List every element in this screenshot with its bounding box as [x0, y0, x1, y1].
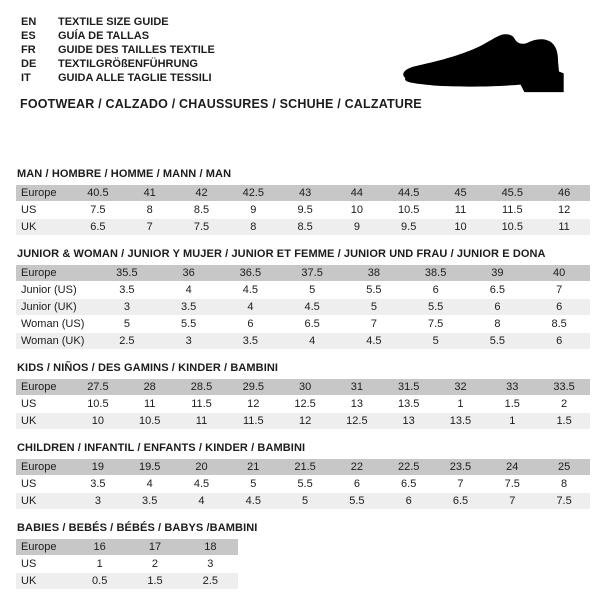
row-label: Junior (UK)	[16, 299, 96, 316]
size-cell: 7.5	[405, 316, 467, 333]
size-cell: 7	[124, 219, 176, 236]
size-table	[16, 185, 590, 236]
size-cell: 6	[467, 299, 529, 316]
size-cell: 21.5	[279, 459, 331, 476]
size-cell: 10.5	[486, 219, 538, 236]
category-title: FOOTWEAR / CALZADO / CHAUSSURES / SCHUHE / CALZATURE	[20, 97, 422, 111]
size-cell: 12.5	[331, 413, 383, 430]
size-cell: 36.5	[220, 265, 282, 282]
size-cell: 4.5	[176, 476, 228, 493]
language-label: GUIDA ALLE TAGLIE TESSILI	[58, 72, 212, 84]
size-cell: 4	[281, 333, 343, 350]
size-cell: 9.5	[383, 219, 435, 236]
size-cell: 38.5	[405, 265, 467, 282]
size-cell: 22	[331, 459, 383, 476]
size-cell: 11.5	[227, 413, 279, 430]
size-table-junior-woman	[16, 248, 590, 350]
size-cell: 6	[383, 493, 435, 510]
size-cell: 1.5	[486, 396, 538, 413]
size-cell: 22.5	[383, 459, 435, 476]
size-cell: 7.5	[486, 476, 538, 493]
row-label: Europe	[16, 379, 72, 396]
size-cell: 45.5	[486, 185, 538, 202]
size-cell: 7	[486, 493, 538, 510]
table-row	[16, 459, 590, 476]
size-table	[16, 265, 590, 350]
size-cell: 6	[405, 282, 467, 299]
table-title: CHILDREN / INFANTIL / ENFANTS / KINDER / BAMBINI	[17, 442, 306, 454]
row-label: UK	[16, 219, 72, 236]
size-cell: 9	[331, 219, 383, 236]
language-code: FR	[21, 44, 36, 56]
size-cell: 24	[486, 459, 538, 476]
size-cell: 9.5	[279, 202, 331, 219]
size-cell: 19	[72, 459, 124, 476]
size-cell: 6.5	[383, 476, 435, 493]
size-cell: 30	[279, 379, 331, 396]
size-cell: 6.5	[467, 282, 529, 299]
size-cell: 25	[538, 459, 590, 476]
size-cell: 40.5	[72, 185, 124, 202]
size-cell: 2	[538, 396, 590, 413]
size-table	[16, 539, 238, 590]
size-cell: 7.5	[72, 202, 124, 219]
size-cell: 13	[383, 413, 435, 430]
size-cell: 3	[96, 299, 158, 316]
size-cell: 10.5	[124, 413, 176, 430]
size-cell: 19.5	[124, 459, 176, 476]
size-cell: 8	[538, 476, 590, 493]
size-cell: 5.5	[467, 333, 529, 350]
table-row	[16, 396, 590, 413]
size-cell: 38	[343, 265, 405, 282]
size-cell: 6.5	[435, 493, 487, 510]
row-label: Europe	[16, 539, 72, 556]
size-cell: 3	[183, 556, 238, 573]
size-cell: 20	[176, 459, 228, 476]
size-cell: 35.5	[96, 265, 158, 282]
size-cell: 29.5	[227, 379, 279, 396]
table-row	[16, 476, 590, 493]
size-cell: 16	[72, 539, 127, 556]
size-cell: 39	[467, 265, 529, 282]
size-cell: 1	[435, 396, 487, 413]
size-cell: 10.5	[383, 202, 435, 219]
row-label: Europe	[16, 185, 72, 202]
row-label: UK	[16, 573, 72, 590]
table-row	[16, 539, 238, 556]
table-title: JUNIOR & WOMAN / JUNIOR Y MUJER / JUNIOR ET FEMME / JUNIOR UND FRAU / JUNIOR E DONA	[17, 248, 546, 260]
size-cell: 5	[227, 476, 279, 493]
language-label: TEXTILE SIZE GUIDE	[58, 16, 169, 28]
size-cell: 7	[435, 476, 487, 493]
size-cell: 44.5	[383, 185, 435, 202]
table-title: BABIES / BEBÉS / BÉBÉS / BABYS /BAMBINI	[17, 522, 258, 534]
size-cell: 11	[538, 219, 590, 236]
language-code: ES	[21, 30, 36, 42]
table-row	[16, 379, 590, 396]
size-cell: 43	[279, 185, 331, 202]
row-label: Woman (UK)	[16, 333, 96, 350]
size-cell: 5	[281, 282, 343, 299]
table-row	[16, 316, 590, 333]
table-row	[16, 282, 590, 299]
size-cell: 4.5	[227, 493, 279, 510]
size-cell: 5	[343, 299, 405, 316]
size-cell: 33	[486, 379, 538, 396]
language-label: GUÍA DE TALLAS	[58, 30, 150, 42]
language-code: DE	[21, 58, 37, 70]
row-label: Junior (US)	[16, 282, 96, 299]
size-cell: 13.5	[435, 413, 487, 430]
size-cell: 17	[127, 539, 182, 556]
size-cell: 4.5	[343, 333, 405, 350]
size-cell: 12	[227, 396, 279, 413]
size-table-babies	[16, 522, 590, 590]
size-cell: 0.5	[72, 573, 127, 590]
size-cell: 36	[158, 265, 220, 282]
size-cell: 5.5	[405, 299, 467, 316]
table-row	[16, 493, 590, 510]
table-title: MAN / HOMBRE / HOMME / MANN / MAN	[17, 168, 232, 180]
row-label: Europe	[16, 459, 72, 476]
size-table-man	[16, 168, 590, 236]
table-row	[16, 573, 238, 590]
size-cell: 1	[72, 556, 127, 573]
size-cell: 7.5	[538, 493, 590, 510]
language-code: EN	[21, 16, 37, 28]
size-cell: 28	[124, 379, 176, 396]
size-cell: 5	[405, 333, 467, 350]
size-cell: 5.5	[279, 476, 331, 493]
row-label: US	[16, 556, 72, 573]
table-row	[16, 299, 590, 316]
size-cell: 3	[72, 493, 124, 510]
size-cell: 10	[72, 413, 124, 430]
size-cell: 5.5	[158, 316, 220, 333]
size-cell: 8	[124, 202, 176, 219]
size-cell: 3	[158, 333, 220, 350]
size-cell: 4.5	[220, 282, 282, 299]
row-label: US	[16, 476, 72, 493]
size-cell: 8	[467, 316, 529, 333]
size-cell: 5.5	[343, 282, 405, 299]
size-cell: 33.5	[538, 379, 590, 396]
size-cell: 31	[331, 379, 383, 396]
size-cell: 7	[343, 316, 405, 333]
size-cell: 4	[124, 476, 176, 493]
size-cell: 5.5	[331, 493, 383, 510]
size-cell: 5	[279, 493, 331, 510]
size-cell: 11	[176, 413, 228, 430]
size-cell: 11	[435, 202, 487, 219]
size-cell: 42.5	[227, 185, 279, 202]
row-label: Woman (US)	[16, 316, 96, 333]
size-cell: 6.5	[281, 316, 343, 333]
size-cell: 9	[227, 202, 279, 219]
size-cell: 2.5	[96, 333, 158, 350]
language-item-en	[21, 15, 600, 29]
size-cell: 3.5	[124, 493, 176, 510]
size-cell: 4	[158, 282, 220, 299]
language-label: GUIDE DES TAILLES TEXTILE	[58, 44, 215, 56]
table-row	[16, 202, 590, 219]
size-cell: 8.5	[279, 219, 331, 236]
row-label: UK	[16, 493, 72, 510]
size-cell: 46	[538, 185, 590, 202]
table-row	[16, 219, 590, 236]
size-cell: 2.5	[183, 573, 238, 590]
size-cell: 11.5	[176, 396, 228, 413]
row-label: Europe	[16, 265, 96, 282]
size-cell: 13	[331, 396, 383, 413]
size-table-children	[16, 442, 590, 510]
size-cell: 37.5	[281, 265, 343, 282]
size-cell: 42	[176, 185, 228, 202]
size-cell: 1.5	[538, 413, 590, 430]
size-cell: 6	[220, 316, 282, 333]
size-cell: 8.5	[528, 316, 590, 333]
size-cell: 10.5	[72, 396, 124, 413]
size-cell: 28.5	[176, 379, 228, 396]
size-cell: 13.5	[383, 396, 435, 413]
size-cell: 45	[435, 185, 487, 202]
size-tables	[16, 168, 590, 590]
size-cell: 4.5	[281, 299, 343, 316]
size-table-kids	[16, 362, 590, 430]
row-label: US	[16, 202, 72, 219]
size-cell: 5	[96, 316, 158, 333]
size-cell: 8.5	[176, 202, 228, 219]
size-cell: 21	[227, 459, 279, 476]
size-cell: 23.5	[435, 459, 487, 476]
size-cell: 44	[331, 185, 383, 202]
language-label: TEXTILGRÖßENFÜHRUNG	[58, 58, 198, 70]
shoe-icon	[396, 28, 574, 100]
size-cell: 41	[124, 185, 176, 202]
size-cell: 7	[528, 282, 590, 299]
size-table	[16, 459, 590, 510]
size-cell: 18	[183, 539, 238, 556]
size-cell: 6	[528, 299, 590, 316]
table-row	[16, 333, 590, 350]
size-cell: 1	[486, 413, 538, 430]
size-cell: 10	[435, 219, 487, 236]
size-cell: 7.5	[176, 219, 228, 236]
row-label: US	[16, 396, 72, 413]
size-cell: 11	[124, 396, 176, 413]
size-cell: 3.5	[96, 282, 158, 299]
size-cell: 31.5	[383, 379, 435, 396]
size-cell: 3.5	[158, 299, 220, 316]
size-cell: 10	[331, 202, 383, 219]
size-cell: 1.5	[127, 573, 182, 590]
size-cell: 32	[435, 379, 487, 396]
size-cell: 8	[227, 219, 279, 236]
table-title: KIDS / NIÑOS / DES GAMINS / KINDER / BAMBINI	[17, 362, 279, 374]
size-cell: 4	[176, 493, 228, 510]
size-cell: 6	[331, 476, 383, 493]
row-label: UK	[16, 413, 72, 430]
size-cell: 11.5	[486, 202, 538, 219]
size-cell: 4	[220, 299, 282, 316]
size-cell: 2	[127, 556, 182, 573]
table-row	[16, 265, 590, 282]
size-cell: 3.5	[220, 333, 282, 350]
size-cell: 6	[528, 333, 590, 350]
size-cell: 12	[279, 413, 331, 430]
size-cell: 12.5	[279, 396, 331, 413]
table-row	[16, 413, 590, 430]
language-code: IT	[21, 72, 31, 84]
size-table	[16, 379, 590, 430]
size-cell: 12	[538, 202, 590, 219]
size-cell: 40	[528, 265, 590, 282]
size-cell: 3.5	[72, 476, 124, 493]
size-cell: 6.5	[72, 219, 124, 236]
size-cell: 27.5	[72, 379, 124, 396]
table-row	[16, 185, 590, 202]
table-row	[16, 556, 238, 573]
